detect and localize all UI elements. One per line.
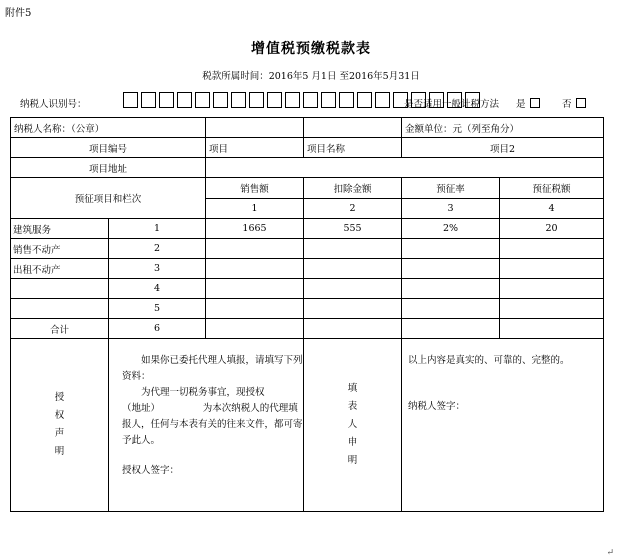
taxpayer-id-digit-box[interactable] <box>285 92 300 108</box>
page-title: 增值税预缴税款表 <box>251 41 371 57</box>
taxpayer-id-digit-box[interactable] <box>339 92 354 108</box>
total-label: 合计 <box>11 319 109 339</box>
row-sales[interactable] <box>206 259 304 279</box>
project-id-label: 项目编号 <box>11 138 206 158</box>
taxpayer-id-digit-box[interactable] <box>231 92 246 108</box>
amount-unit: 金额单位：元（列至角分） <box>402 118 604 138</box>
col-num-3: 3 <box>402 198 500 219</box>
taxpayer-id-digit-box[interactable] <box>213 92 228 108</box>
total-row <box>11 319 604 339</box>
row-deduction[interactable] <box>304 299 402 319</box>
row-item-name: 建筑服务 <box>11 219 109 239</box>
taxpayer-id-digit-box[interactable] <box>303 92 318 108</box>
taxpayer-name-row <box>11 118 604 138</box>
taxpayer-id-digit-box[interactable] <box>141 92 156 108</box>
row-deduction[interactable]: 555 <box>304 219 402 239</box>
project-name-value[interactable]: 项目2 <box>402 138 604 158</box>
row-line-number: 2 <box>109 239 206 259</box>
prepaid-tax-table <box>10 117 604 512</box>
tax-period: 税款所属时间：2016年5 月1日 至2016年5月31日 <box>202 71 420 82</box>
row-rate[interactable] <box>402 259 500 279</box>
row-line-number: 3 <box>109 259 206 279</box>
taxpayer-id-digit-box[interactable] <box>159 92 174 108</box>
taxpayer-id-digit-box[interactable] <box>123 92 138 108</box>
taxpayer-id-digit-box[interactable] <box>357 92 372 108</box>
yes-label: 是 <box>516 99 526 110</box>
yes-checkbox[interactable] <box>530 98 540 108</box>
taxpayer-id-digit-box[interactable] <box>321 92 336 108</box>
total-deduction[interactable] <box>304 319 402 339</box>
row-line-number: 4 <box>109 279 206 299</box>
authorizer-signature[interactable]: 授权人签字： <box>122 465 180 476</box>
authorization-line: 为代理一切税务事宜，现授权 <box>141 387 265 398</box>
general-method-no[interactable] <box>562 96 586 110</box>
authorization-line: 报人，任何与本表有关的往来文件，都可寄 <box>122 419 303 430</box>
taxpayer-id-label: 纳税人识别号： <box>20 99 87 110</box>
col-num-1: 1 <box>206 198 304 219</box>
no-checkbox[interactable] <box>576 98 586 108</box>
authorization-text-cell <box>109 339 304 512</box>
row-tax[interactable] <box>500 279 604 299</box>
authorization-line: （地址） 为本次纳税人的代理填 <box>122 403 298 414</box>
table-row <box>11 279 604 299</box>
authorization-line: 如果你已委托代理人填报，请填写下列 <box>141 355 303 366</box>
row-line-number: 1 <box>109 219 206 239</box>
project-address-row <box>11 158 604 178</box>
vertical-char: 权 <box>54 410 65 421</box>
taxpayer-id-digit-box[interactable] <box>375 92 390 108</box>
vertical-char: 声 <box>54 428 65 439</box>
project-row <box>11 138 604 158</box>
authorization-text <box>112 339 303 479</box>
general-method-question: 是否适用一般计税方法 <box>404 99 500 110</box>
col-num-4: 4 <box>500 198 604 219</box>
project-address-label: 项目地址 <box>11 158 206 178</box>
attachment-label: 附件5 <box>5 8 32 19</box>
project-id-value[interactable]: 项目 <box>206 138 304 158</box>
col-header-deduction: 扣除金额 <box>304 178 402 199</box>
filler-text-cell <box>402 339 604 512</box>
row-deduction[interactable] <box>304 279 402 299</box>
total-tax[interactable] <box>500 319 604 339</box>
row-tax[interactable] <box>500 259 604 279</box>
row-sales[interactable] <box>206 299 304 319</box>
vertical-char: 填 <box>347 383 358 394</box>
table-row <box>11 299 604 319</box>
row-sales[interactable] <box>206 239 304 259</box>
row-sales[interactable] <box>206 279 304 299</box>
total-rate[interactable] <box>402 319 500 339</box>
column-header-row <box>11 178 604 199</box>
table-row <box>11 259 604 279</box>
row-deduction[interactable] <box>304 239 402 259</box>
taxpayer-name-extra[interactable] <box>304 118 402 138</box>
total-line: 6 <box>109 319 206 339</box>
paragraph-mark-icon: ↵ <box>606 548 614 558</box>
taxpayer-id-row <box>20 92 610 112</box>
taxpayer-id-digit-box[interactable] <box>249 92 264 108</box>
col-header-sales: 销售额 <box>206 178 304 199</box>
row-tax[interactable] <box>500 239 604 259</box>
col-header-tax: 预征税额 <box>500 178 604 199</box>
authorization-line <box>122 449 294 463</box>
row-rate[interactable] <box>402 239 500 259</box>
total-sales[interactable] <box>206 319 304 339</box>
row-item-name <box>11 299 109 319</box>
general-method-yes[interactable] <box>516 96 540 110</box>
row-tax[interactable]: 20 <box>500 219 604 239</box>
authorization-line: 予此人。 <box>122 435 161 446</box>
item-column-header: 预征项目和栏次 <box>11 178 206 219</box>
taxpayer-name-label: 纳税人名称：（公章） <box>11 118 206 138</box>
filler-declaration-text: 以上内容是真实的、可靠的、完整的。 <box>408 355 570 366</box>
vertical-char: 授 <box>54 392 65 403</box>
authorization-title <box>14 339 105 511</box>
row-rate[interactable] <box>402 279 500 299</box>
row-line-number: 5 <box>109 299 206 319</box>
vertical-char: 申 <box>347 437 358 448</box>
row-item-name: 销售不动产 <box>11 239 109 259</box>
project-name-label: 项目名称 <box>304 138 402 158</box>
taxpayer-signature[interactable]: 纳税人签字： <box>408 401 466 412</box>
vertical-char: 明 <box>347 455 358 466</box>
taxpayer-id-digit-box[interactable] <box>267 92 282 108</box>
row-rate[interactable] <box>402 299 500 319</box>
col-num-2: 2 <box>304 198 402 219</box>
vertical-char: 表 <box>347 401 358 412</box>
filler-title-cell <box>304 339 402 512</box>
table-row <box>11 239 604 259</box>
table-row <box>11 219 604 239</box>
col-header-rate: 预征率 <box>402 178 500 199</box>
row-item-name: 出租不动产 <box>11 259 109 279</box>
filler-declaration-title <box>307 339 398 511</box>
taxpayer-id-digit-box[interactable] <box>195 92 210 108</box>
declaration-row <box>11 339 604 512</box>
row-sales[interactable]: 1665 <box>206 219 304 239</box>
authorization-line: 资料： <box>122 371 151 382</box>
taxpayer-id-digit-box[interactable] <box>177 92 192 108</box>
vertical-char: 人 <box>347 419 358 430</box>
vertical-char: 明 <box>54 446 65 457</box>
row-deduction[interactable] <box>304 259 402 279</box>
row-rate[interactable]: 2% <box>402 219 500 239</box>
no-label: 否 <box>562 99 572 110</box>
taxpayer-name-value[interactable] <box>206 118 304 138</box>
row-tax[interactable] <box>500 299 604 319</box>
authorization-title-cell <box>11 339 109 512</box>
row-item-name <box>11 279 109 299</box>
project-address-value[interactable] <box>206 158 604 178</box>
